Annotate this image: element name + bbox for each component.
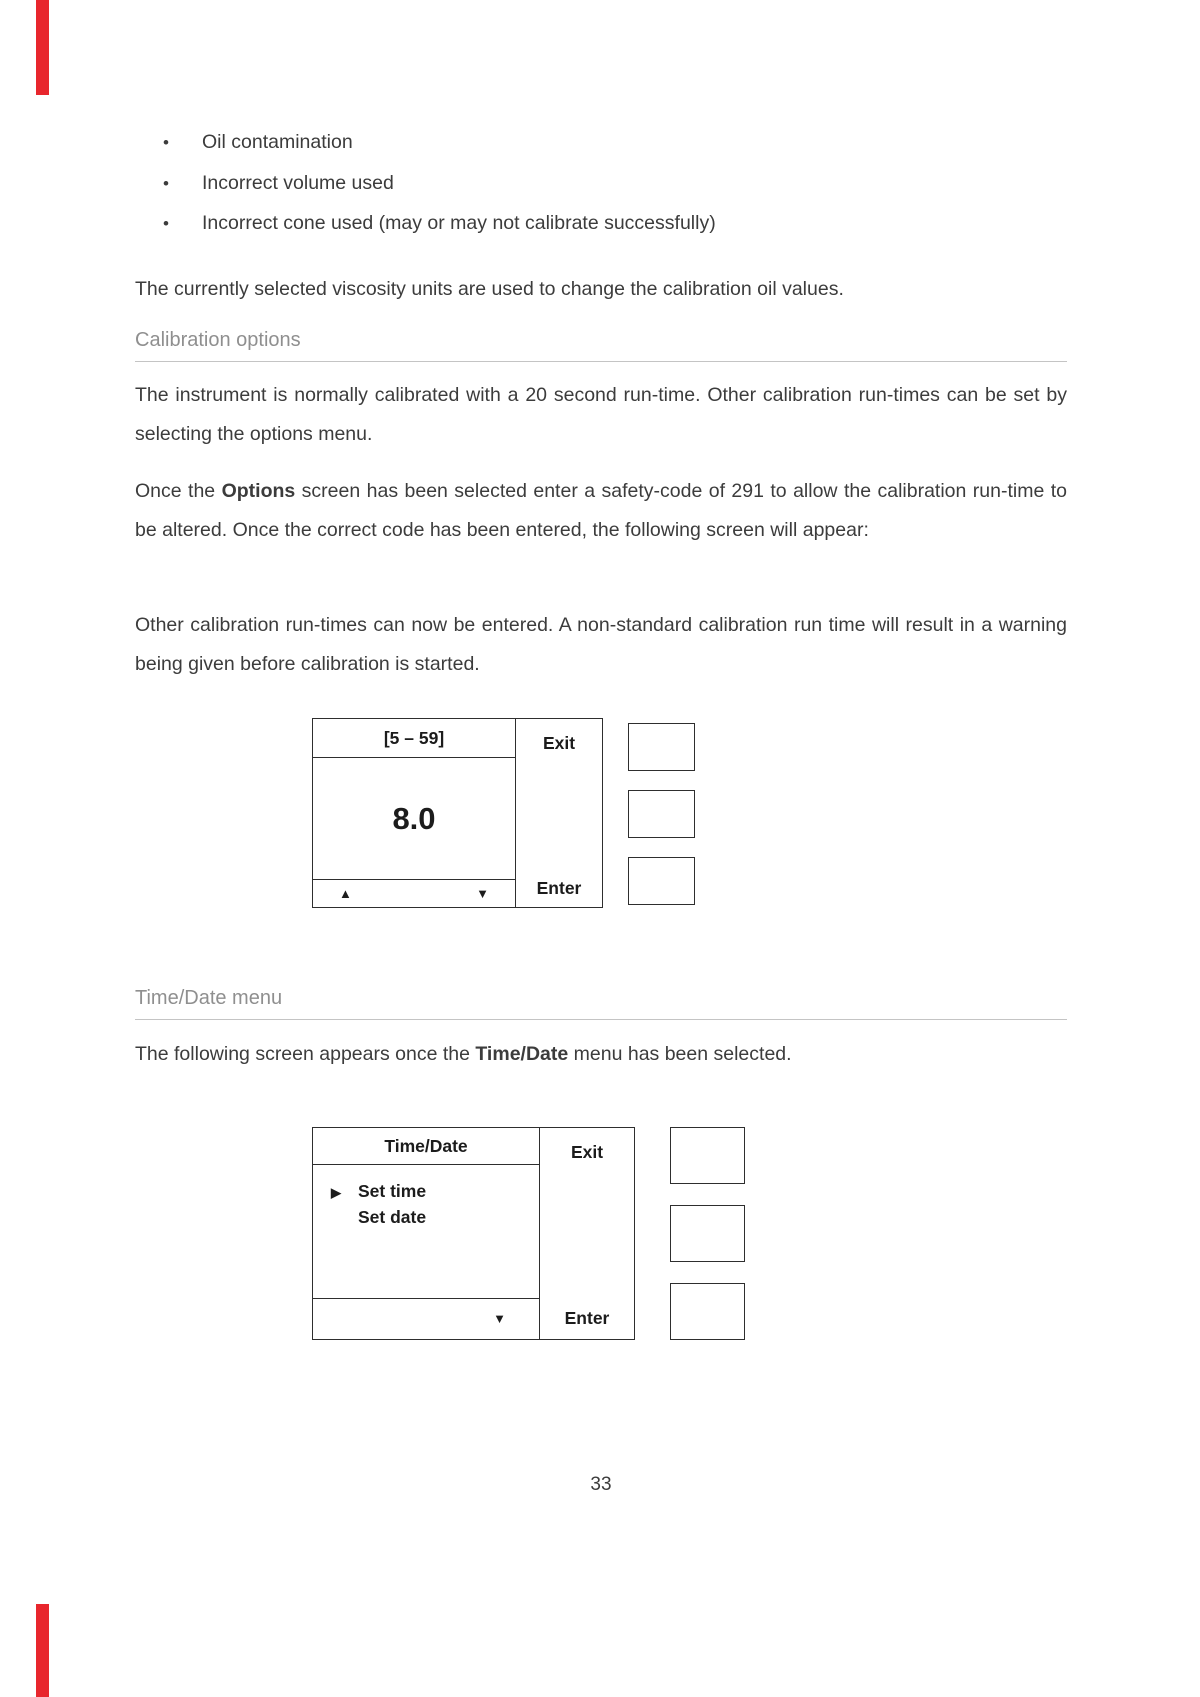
bullet-list — [163, 131, 1063, 253]
list-item — [163, 212, 1063, 253]
device-button-bottom — [628, 857, 695, 905]
bullet-text: Incorrect cone used (may or may not calibrate successfully) — [202, 212, 716, 234]
paragraph-viscosity-units: The currently selected viscosity units are used to change the calibration oil values. — [135, 278, 844, 300]
menu-item-set-date — [331, 1207, 539, 1228]
device-button-top — [628, 723, 695, 771]
heading-timedate-menu: Time/Date menu — [135, 987, 1067, 1020]
text-run: screen has been selected enter a safety-code of 291 to allow the calibration run-time to be altered. Once the correct code has been entered, the following screen will appear: — [135, 480, 1067, 541]
screen-title-text: Time/Date — [384, 1135, 468, 1156]
device-button-bottom — [670, 1283, 745, 1340]
enter-label: Enter — [536, 878, 582, 898]
down-arrow-icon: ▼ — [476, 885, 489, 901]
text-run-bold: Options — [221, 480, 296, 502]
menu-item-label: Set time — [358, 1181, 427, 1201]
bullet-text: Oil contamination — [202, 131, 353, 153]
menu-item-label: Set date — [358, 1207, 427, 1227]
red-margin-mark-top — [36, 0, 49, 95]
device-button-middle — [628, 790, 695, 838]
heading-calibration-options: Calibration options — [135, 329, 1067, 362]
paragraph-safety-code — [135, 472, 1067, 550]
device-button-middle — [670, 1205, 745, 1262]
red-margin-mark-bottom — [36, 1604, 49, 1697]
exit-label: Exit — [542, 733, 576, 753]
screen-footer — [313, 1298, 539, 1338]
bullet-icon: • — [163, 173, 169, 193]
device-screen — [312, 1127, 540, 1340]
paragraph-runtime: The instrument is normally calibrated with a 20 second run-time. Other calibration run-times can be set by selecting the options menu. — [135, 384, 1067, 445]
value-text: 8.0 — [392, 800, 436, 836]
menu-pointer-icon: ▶ — [331, 1185, 341, 1200]
text-run: The following screen appears once the — [135, 1043, 476, 1065]
screen-title — [313, 1128, 539, 1165]
text-run: menu has been selected. — [568, 1043, 792, 1065]
down-arrow-icon: ▼ — [493, 1311, 506, 1326]
screen-value — [313, 758, 515, 879]
menu-area — [313, 1165, 539, 1298]
softkey-label-column — [515, 718, 603, 908]
text-run: Once the — [135, 480, 222, 502]
exit-label: Exit — [570, 1142, 604, 1162]
page-number: 33 — [590, 1474, 612, 1495]
bullet-text: Incorrect volume used — [202, 171, 394, 194]
range-label-text: [5 – 59] — [383, 727, 445, 748]
enter-label: Enter — [564, 1308, 610, 1328]
bullet-icon: • — [163, 133, 169, 152]
device-button-top — [670, 1127, 745, 1184]
list-item — [163, 131, 1063, 172]
softkey-label-column — [539, 1127, 635, 1340]
menu-item-set-time — [331, 1181, 539, 1202]
list-item — [163, 172, 1063, 213]
text-run-bold: Time/Date — [475, 1043, 569, 1065]
paragraph-timedate — [135, 1035, 1067, 1074]
screen-range-label — [313, 719, 515, 758]
device-screen — [312, 718, 516, 908]
paragraph-other-runtimes: Other calibration run-times can now be entered. A non-standard calibration run time will result in a warning being given before calibration is started. — [135, 614, 1067, 675]
bullet-icon: • — [163, 214, 169, 233]
screen-footer — [313, 879, 515, 906]
up-arrow-icon: ▲ — [339, 885, 352, 901]
